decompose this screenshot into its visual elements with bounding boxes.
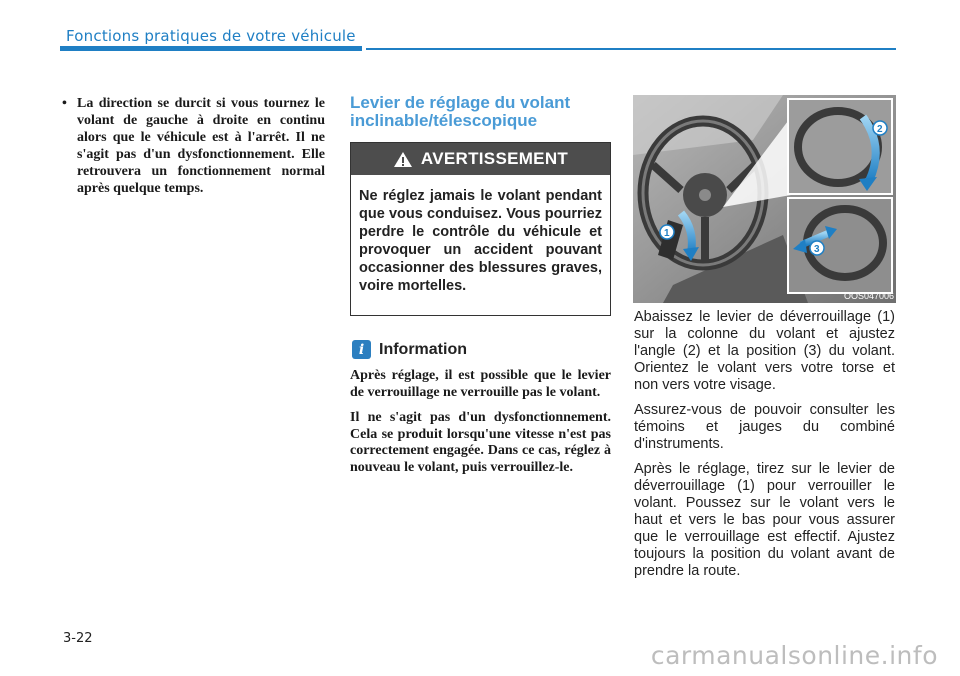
info-icon: i: [352, 340, 371, 359]
information-header: [352, 340, 467, 359]
bullet-text: La direction se durcit si vous tournez le volant de gauche à droite en continu alors que le véhicule est à l'arrêt. Il ne s'agit pas d'un dysfonctionnement. Elle retrouvera un fonctionnement normal après quelque temps.: [77, 96, 325, 196]
warning-box: [350, 142, 611, 316]
figure-code: OOS047006: [843, 291, 894, 301]
callout-2: 2: [877, 124, 883, 135]
heading-line-2: inclinable/télescopique: [350, 111, 538, 130]
section-heading: [350, 94, 611, 130]
right-column: [634, 309, 895, 588]
body-paragraph: Après le réglage, tirez sur le levier de déverrouillage (1) pour verrouiller le volant. Poussez sur le volant vers le haut et vers le bas pour vous assurer que le verrouillage est effectif. Ajustez toujours la position du volant avant de prendre la route.: [634, 461, 895, 579]
left-column: [62, 95, 325, 197]
body-paragraph: Abaissez le levier de déverrouillage (1) sur la colonne du volant et ajustez l'angle (2) et la position (3) du volant. Orientez le volant vers votre torse et non vers votre visage.: [634, 309, 895, 393]
information-text: [350, 368, 611, 485]
watermark: carmanualsonline.info: [650, 641, 938, 670]
bullet-mark: •: [62, 96, 67, 111]
warning-header: [351, 143, 610, 175]
callout-3: 3: [814, 244, 820, 255]
body-paragraph: Assurez-vous de pouvoir consulter les témoins et jauges du combiné d'instruments.: [634, 402, 895, 452]
warning-triangle-icon: [393, 151, 413, 168]
middle-column: [350, 93, 611, 475]
bullet-item: [62, 95, 325, 197]
warning-title: AVERTISSEMENT: [420, 149, 569, 168]
section-title: Fonctions pratiques de votre véhicule: [66, 27, 356, 45]
header-rule-thin: [366, 48, 896, 50]
information-label: Information: [379, 340, 467, 358]
page-number: 3-22: [63, 631, 93, 646]
information-paragraph: Il ne s'agit pas d'un dysfonctionnement. Cela se produit lorsqu'une vitesse n'est pas correctement engagée. Dans ce cas, réglez à nouveau le volant, puis verrouillez-le.: [350, 410, 611, 475]
steering-wheel-figure: [633, 95, 896, 303]
header-rule-thick: [60, 46, 362, 51]
warning-body: Ne réglez jamais le volant pendant que vous conduisez. Vous pourriez perdre le contrôle du véhicule et provoquer un accident pouvant occasionner des blessures graves, voire mortelles.: [359, 188, 602, 294]
heading-line-1: Levier de réglage du volant: [350, 93, 571, 112]
callout-1: 1: [664, 228, 670, 239]
information-paragraph: Après réglage, il est possible que le levier de verrouillage ne verrouille pas le volant.: [350, 368, 611, 400]
steering-wheel-illustration: [633, 95, 896, 303]
